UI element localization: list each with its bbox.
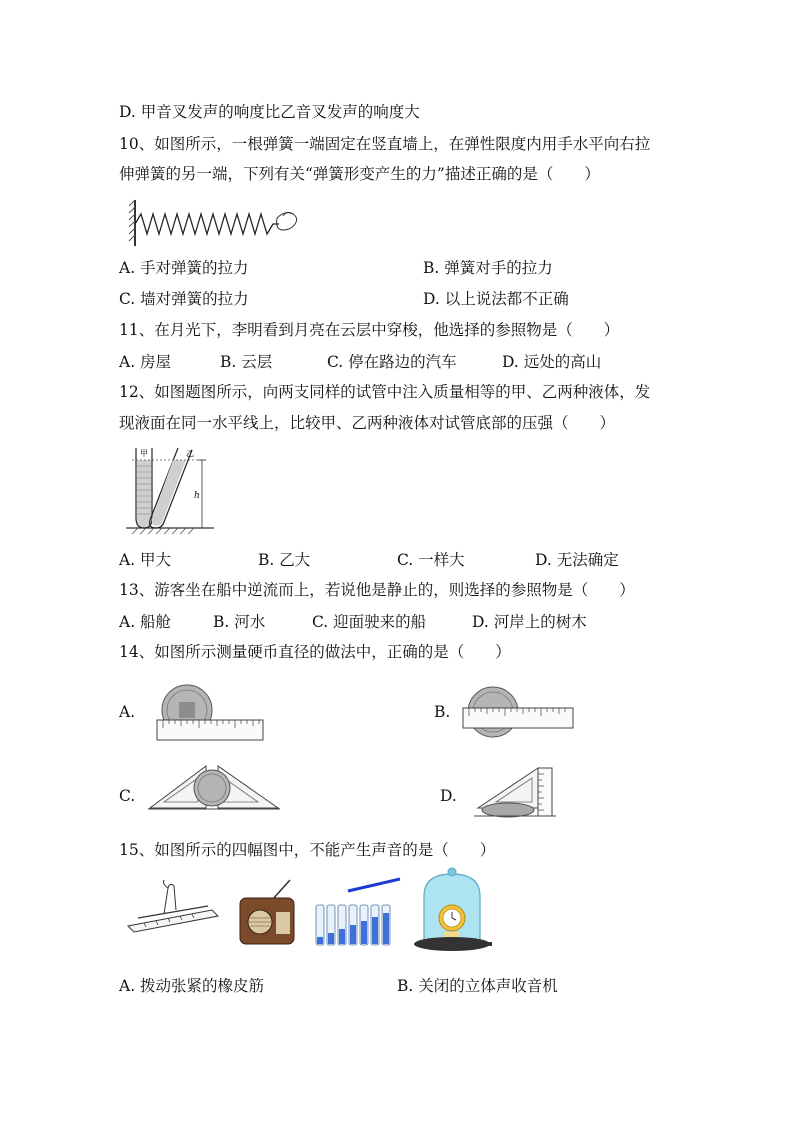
q10-option-c: C. 墙对弹簧的拉力 — [119, 290, 249, 308]
q15-figure-rubber-band — [124, 880, 222, 942]
q12-label-h: h — [194, 491, 200, 501]
q13-option-d: D. 河岸上的树木 — [472, 613, 587, 631]
q12-label-yi: 乙 — [186, 449, 194, 458]
q15-option-a: A. 拨动张紧的橡皮筋 — [119, 977, 265, 995]
q11-option-d: D. 远处的高山 — [502, 353, 602, 371]
q12-stem-line1: 12、如图题图所示，向两支同样的试管中注入质量相等的甲、乙两种液体，发 — [119, 383, 651, 401]
q14-label-a: A. — [119, 703, 136, 721]
q10-stem-line2: 伸弹簧的另一端，下列有关“弹簧形变产生的力”描述正确的是（ ） — [119, 165, 600, 183]
q12-option-c: C. 一样大 — [397, 551, 465, 569]
q13-stem: 13、游客坐在船中逆流而上，若说他是静止的，则选择的参照物是（ ） — [119, 581, 635, 599]
q10-option-b: B. 弹簧对手的拉力 — [423, 259, 553, 277]
q14-figure-b-coin-ruler — [461, 682, 577, 744]
q10-stem-line1: 10、如图所示，一根弹簧一端固定在竖直墙上，在弹性限度内用手水平向右拉 — [119, 135, 651, 153]
q10-option-d: D. 以上说法都不正确 — [423, 290, 569, 308]
q15-stem: 15、如图所示的四幅图中，不能产生声音的是（ ） — [119, 841, 496, 859]
q12-option-b: B. 乙大 — [258, 551, 311, 569]
q10-spring-figure — [127, 196, 302, 248]
q9-option-d: D. 甲音叉发声的响度比乙音叉发声的响度大 — [119, 103, 420, 121]
q13-option-a: A. 船舱 — [119, 613, 172, 631]
q13-option-c: C. 迎面驶来的船 — [312, 613, 427, 631]
q14-label-b: B. — [434, 703, 451, 721]
q12-test-tube-figure — [122, 446, 222, 536]
q12-option-d: D. 无法确定 — [535, 551, 619, 569]
q12-label-jia: 甲 — [140, 449, 148, 458]
q14-figure-a-coin-ruler — [155, 682, 267, 744]
q14-label-d: D. — [440, 787, 457, 805]
q13-option-b: B. 河水 — [213, 613, 266, 631]
q12-stem-line2: 现液面在同一水平线上，比较甲、乙两种液体对试管底部的压强（ ） — [119, 414, 616, 432]
q14-stem: 14、如图所示测量硬币直径的做法中，正确的是（ ） — [119, 643, 511, 661]
q15-figure-radio — [236, 878, 298, 948]
q11-option-b: B. 云层 — [220, 353, 273, 371]
q14-label-c: C. — [119, 787, 136, 805]
q15-figure-bell-jar — [410, 866, 494, 958]
q14-figure-d-triangle-ruler — [472, 764, 558, 820]
q10-option-a: A. 手对弹簧的拉力 — [119, 259, 249, 277]
q14-figure-c-triangles — [146, 762, 282, 814]
q11-option-c: C. 停在路边的汽车 — [327, 353, 457, 371]
q12-option-a: A. 甲大 — [119, 551, 172, 569]
q15-figure-bottles — [312, 875, 404, 951]
q11-stem: 11、在月光下，李明看到月亮在云层中穿梭，他选择的参照物是（ ） — [119, 321, 620, 339]
q15-option-b: B. 关闭的立体声收音机 — [397, 977, 558, 995]
q11-option-a: A. 房屋 — [119, 353, 172, 371]
